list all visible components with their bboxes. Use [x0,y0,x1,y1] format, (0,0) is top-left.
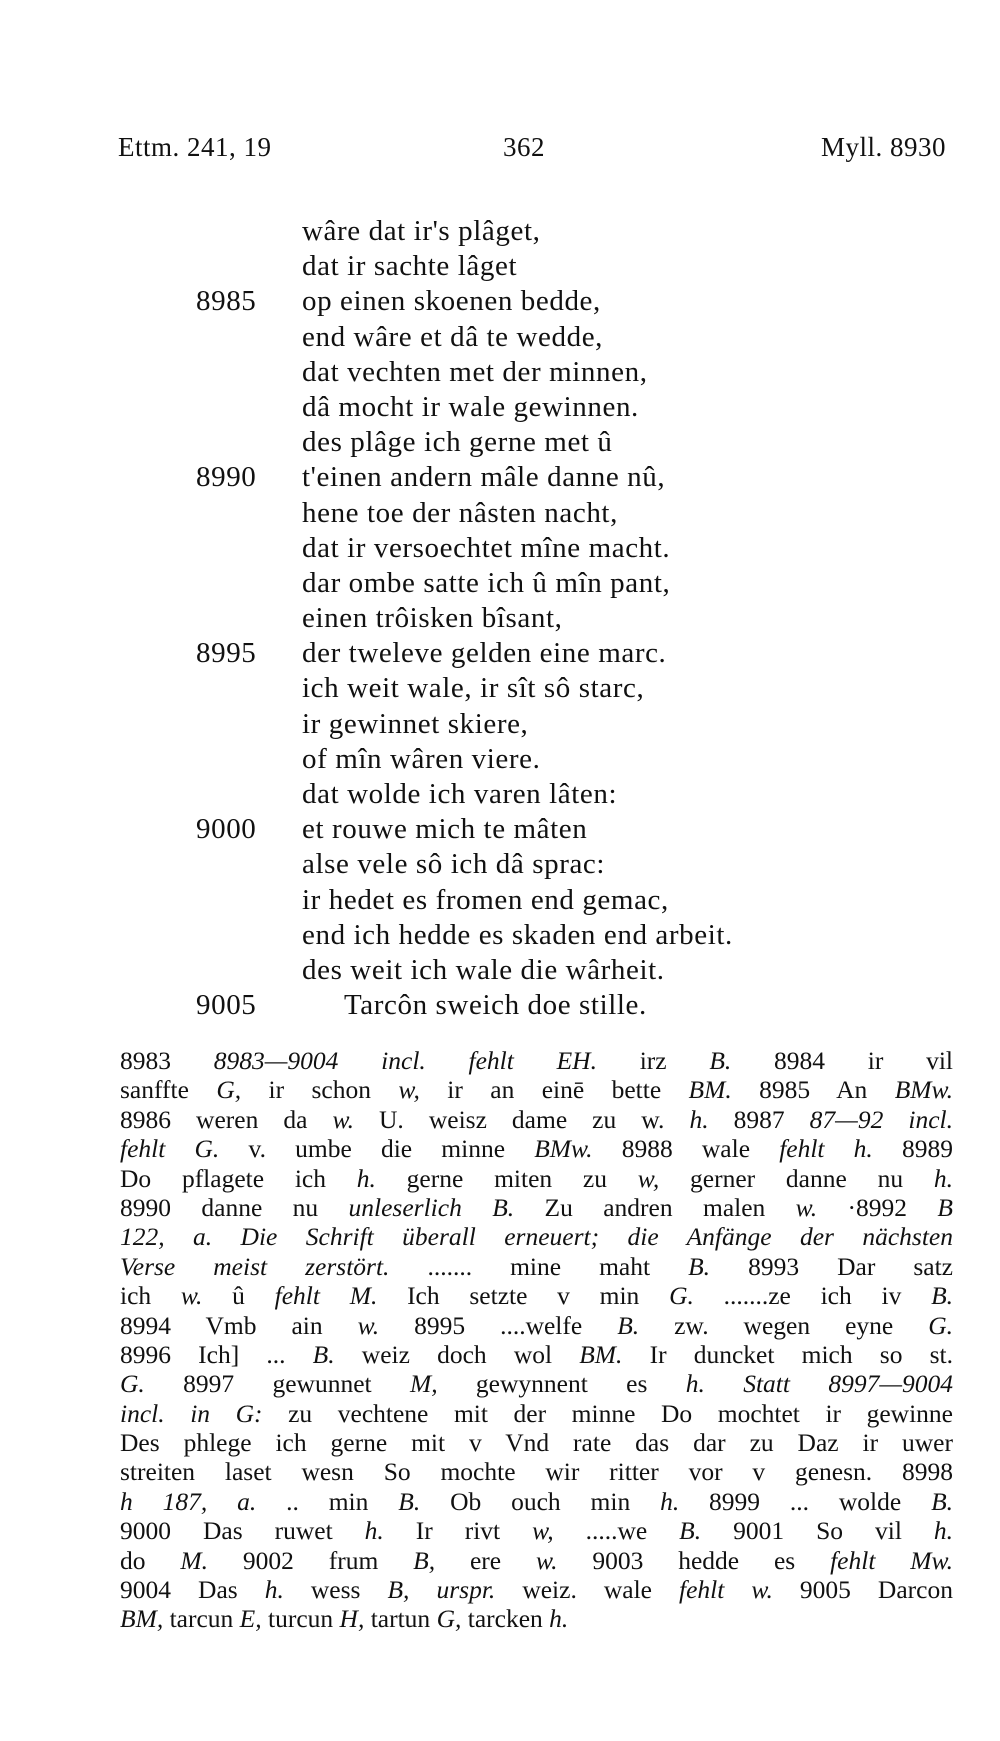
apparatus-siglum: B. [679,1516,702,1546]
apparatus-text: 8989 [872,1134,953,1164]
verse-line [0,601,1000,636]
apparatus-line [120,1193,953,1222]
apparatus-siglum: w, [637,1163,660,1193]
apparatus-line [120,1369,953,1398]
apparatus-siglum: h. [933,1163,953,1193]
verse-line [0,496,1000,531]
apparatus-siglum: 87—92 incl. [809,1104,953,1134]
apparatus-line [120,1516,953,1545]
apparatus-line [120,1311,953,1340]
apparatus-siglum: B. [398,1486,421,1516]
verse-text: des weit ich wale die wârheit. [302,953,665,986]
apparatus-text [409,1575,436,1604]
apparatus-siglum: fehlt Mw. [830,1545,953,1575]
apparatus-text: û [202,1281,275,1311]
apparatus-siglum: h. [364,1516,384,1546]
verse-line [0,284,1000,319]
verse-line [0,355,1000,390]
verse-line-number: 9000 [196,813,257,846]
apparatus-text: Ir duncket mich so st. [622,1339,953,1369]
apparatus-siglum: B [937,1192,953,1222]
verse-line-number: 8995 [196,637,257,670]
verse-text: alse vele sô ich dâ sprac: [302,848,606,881]
verse-block [0,214,1000,1023]
apparatus-siglum: w, [532,1516,554,1546]
apparatus-text: Ob ouch min [420,1486,661,1516]
apparatus-text [705,1369,743,1398]
apparatus-text: ich [120,1281,181,1311]
verse-text: dat ir versoechtet mîne macht. [302,531,671,564]
verse-line [0,883,1000,918]
apparatus-text: 8986 weren da [120,1104,333,1134]
apparatus-text: gerne miten zu [375,1163,638,1193]
verse-line [0,812,1000,847]
verse-text: ir gewinnet skiere, [302,707,529,740]
verse-line [0,566,1000,601]
verse-line [0,425,1000,460]
apparatus-line [120,1487,953,1516]
verse-text: des plâge ich gerne met û [302,426,613,459]
apparatus-text: ir an einē bette [419,1075,689,1105]
apparatus-text: ere [435,1545,536,1575]
verse-line [0,847,1000,882]
verse-text: end ich hedde es skaden end arbeit. [302,918,733,951]
apparatus-text: Do pflagete ich [120,1163,357,1193]
verse-text: dat ir sachte lâget [302,250,518,283]
apparatus-text: 8987 [708,1104,810,1134]
critical-apparatus [120,1046,953,1634]
apparatus-siglum: B. [617,1310,640,1340]
verse-text: of mîn wâren viere. [302,742,541,775]
apparatus-text: 8985 An [731,1075,895,1105]
header-right-reference: Myll. 8930 [820,132,946,162]
apparatus-text: streiten laset wesn So mochte wir ritter vor v genesn. 8998 [120,1457,953,1487]
apparatus-siglum: M. [180,1545,208,1575]
verse-line [0,320,1000,355]
verse-text: hene toe der nâsten nacht, [302,496,618,529]
apparatus-text: weiz doch wol [334,1339,580,1369]
apparatus-siglum: B. [931,1486,953,1516]
apparatus-text: tartun [364,1604,437,1634]
verse-text: ich weit wale, ir sît sô starc, [302,672,645,705]
apparatus-line [120,1546,953,1575]
apparatus-text: gewynnent es [437,1369,686,1399]
verse-line [0,531,1000,566]
apparatus-text: ·8992 [817,1192,938,1222]
apparatus-siglum: E, [239,1604,262,1634]
verse-text: et rouwe mich te mâten [302,813,588,846]
apparatus-line [120,1222,953,1251]
apparatus-siglum: h. [549,1604,569,1634]
apparatus-text: 8994 Vmb ain [120,1310,358,1340]
apparatus-line [120,1604,953,1633]
apparatus-text: 8993 Dar satz [710,1251,953,1281]
apparatus-line [120,1252,953,1281]
apparatus-siglum: w. [795,1192,818,1222]
verse-line [0,636,1000,671]
apparatus-siglum: Statt 8997—9004 [743,1369,953,1399]
verse-line [0,460,1000,495]
apparatus-siglum: fehlt M. [274,1281,378,1311]
apparatus-siglum: w. [180,1281,203,1311]
apparatus-line [120,1281,953,1310]
apparatus-text: 8984 ir vil [731,1046,953,1075]
apparatus-siglum: fehlt w. [679,1575,773,1605]
apparatus-text: 8983 [120,1046,214,1075]
apparatus-siglum: B. [709,1046,732,1075]
apparatus-text: Ich setzte v min [377,1281,670,1311]
apparatus-text: 8997 gewunnet [144,1369,410,1399]
apparatus-text: zu vechtene mit der minne Do mochtet ir gewinne [262,1398,953,1428]
apparatus-siglum: BM. [688,1075,732,1105]
apparatus-siglum: w. [332,1104,354,1134]
apparatus-text: 9003 hedde es [557,1545,831,1575]
apparatus-text: .. min [256,1486,399,1516]
apparatus-siglum: BM, [120,1604,164,1634]
verse-text: op einen skoenen bedde, [302,285,601,318]
apparatus-line [120,1075,953,1104]
apparatus-text: 9004 Das [120,1575,265,1605]
verse-text: der tweleve gelden eine marc. [302,637,667,670]
apparatus-siglum: G. [120,1369,145,1399]
apparatus-siglum: h. [660,1486,680,1516]
apparatus-text: 8988 wale [592,1134,780,1164]
apparatus-siglum: h. [356,1163,376,1193]
apparatus-text: do [120,1545,181,1575]
apparatus-text: ....... mine maht [389,1251,689,1281]
apparatus-text: zw. wegen eyne [639,1310,929,1340]
apparatus-siglum: G. [928,1310,953,1340]
apparatus-text: Zu andren malen [514,1192,796,1222]
verse-text: Tarcôn sweich doe stille. [344,989,647,1022]
apparatus-text: weiz. wale [495,1575,680,1605]
apparatus-text: 9005 Darcon [772,1575,953,1605]
verse-text: dat wolde ich varen lâten: [302,778,618,810]
verse-line-number: 9005 [196,989,257,1022]
verse-text: dar ombe satte ich û mîn pant, [302,566,671,599]
apparatus-siglum: h 187, a. [120,1486,257,1516]
apparatus-siglum: B, [413,1545,436,1575]
apparatus-siglum: B, [387,1575,410,1605]
apparatus-siglum: 122, a. Die Schrift überall erneuert; die Anfänge der nächsten [120,1222,953,1252]
apparatus-text: 8990 danne nu [120,1192,349,1222]
apparatus-text: 8995 ....welfe [379,1310,618,1340]
verse-text: einen trôisken bîsant, [302,602,563,635]
apparatus-text: gerner danne nu [659,1163,934,1193]
header-left-reference: Ettm. 241, 19 [118,132,272,162]
apparatus-text: tarcun [163,1604,240,1634]
verse-line [0,671,1000,706]
apparatus-siglum: BMw. [534,1134,593,1164]
apparatus-line [120,1340,953,1369]
apparatus-text: Des phlege ich gerne mit v Vnd rate das dar zu Daz ir uwer [120,1428,953,1458]
verse-line-number: 8985 [196,285,257,318]
verse-line [0,249,1000,284]
apparatus-text: 8999 ... wolde [679,1486,932,1516]
apparatus-line [120,1134,953,1163]
apparatus-siglum: BMw. [894,1075,953,1105]
apparatus-line [120,1457,953,1486]
verse-text: wâre dat ir's plâget, [302,215,541,247]
apparatus-siglum: Verse meist zerstört. [120,1251,390,1281]
apparatus-siglum: fehlt h. [779,1134,873,1164]
apparatus-text: tarcken [461,1604,550,1634]
verse-text: end wâre et dâ te wedde, [302,320,604,353]
verse-line [0,953,1000,988]
apparatus-line [120,1575,953,1604]
apparatus-siglum: w. [357,1310,380,1340]
apparatus-siglum: incl. in G: [120,1398,263,1428]
apparatus-siglum: M, [409,1369,438,1399]
verse-line-number: 8990 [196,461,257,494]
apparatus-siglum: BM. [579,1339,623,1369]
apparatus-text: 9000 Das ruwet [120,1516,365,1546]
apparatus-text: 8996 Ich] ... [120,1339,313,1369]
apparatus-siglum: fehlt G. [120,1134,220,1164]
verse-line [0,777,1000,812]
verse-text: dat vechten met der minnen, [302,355,648,388]
apparatus-text: irz [596,1046,710,1075]
verse-line [0,707,1000,742]
apparatus-text: .....we [553,1516,680,1546]
verse-text: ir hedet es fromen end gemac, [302,883,669,916]
apparatus-siglum: h. [933,1516,953,1546]
apparatus-siglum: B. [688,1251,711,1281]
apparatus-text: Ir rivt [383,1516,533,1546]
apparatus-line [120,1164,953,1193]
apparatus-siglum: B. [931,1281,953,1311]
apparatus-siglum: 8983—9004 incl. fehlt EH. [213,1046,597,1075]
apparatus-text: U. weisz dame zu w. [353,1104,690,1134]
apparatus-text: v. umbe die minne [219,1134,535,1164]
apparatus-siglum: urspr. [436,1575,496,1605]
apparatus-text: sanffte [120,1075,217,1105]
page-number: 362 [503,132,545,162]
apparatus-siglum: h. [685,1369,705,1399]
apparatus-text: wess [283,1575,388,1605]
apparatus-siglum: h. [264,1575,284,1605]
verse-line [0,390,1000,425]
apparatus-line [120,1105,953,1134]
apparatus-text: 9002 frum [208,1545,414,1575]
apparatus-siglum: h. [689,1104,709,1134]
apparatus-text: .......ze ich iv [693,1281,932,1311]
apparatus-text: 9001 So vil [701,1516,934,1546]
apparatus-siglum: w, [398,1075,420,1105]
apparatus-siglum: G, [216,1075,242,1105]
apparatus-line [120,1399,953,1428]
verse-line [0,918,1000,953]
verse-line [0,742,1000,777]
apparatus-siglum: H, [339,1604,365,1634]
apparatus-siglum: unleserlich B. [348,1192,515,1222]
verse-line [0,988,1000,1023]
apparatus-line [120,1428,953,1457]
verse-text: dâ mocht ir wale gewinnen. [302,390,639,423]
apparatus-siglum: G, [436,1604,462,1634]
apparatus-line [120,1046,953,1075]
apparatus-siglum: w. [535,1545,558,1575]
verse-line [0,214,1000,249]
apparatus-siglum: G. [669,1281,694,1311]
running-header [118,132,946,166]
apparatus-siglum: B. [312,1339,335,1369]
verse-text: t'einen andern mâle danne nû, [302,461,666,494]
apparatus-text: ir schon [241,1075,399,1105]
apparatus-text: turcun [261,1604,340,1634]
